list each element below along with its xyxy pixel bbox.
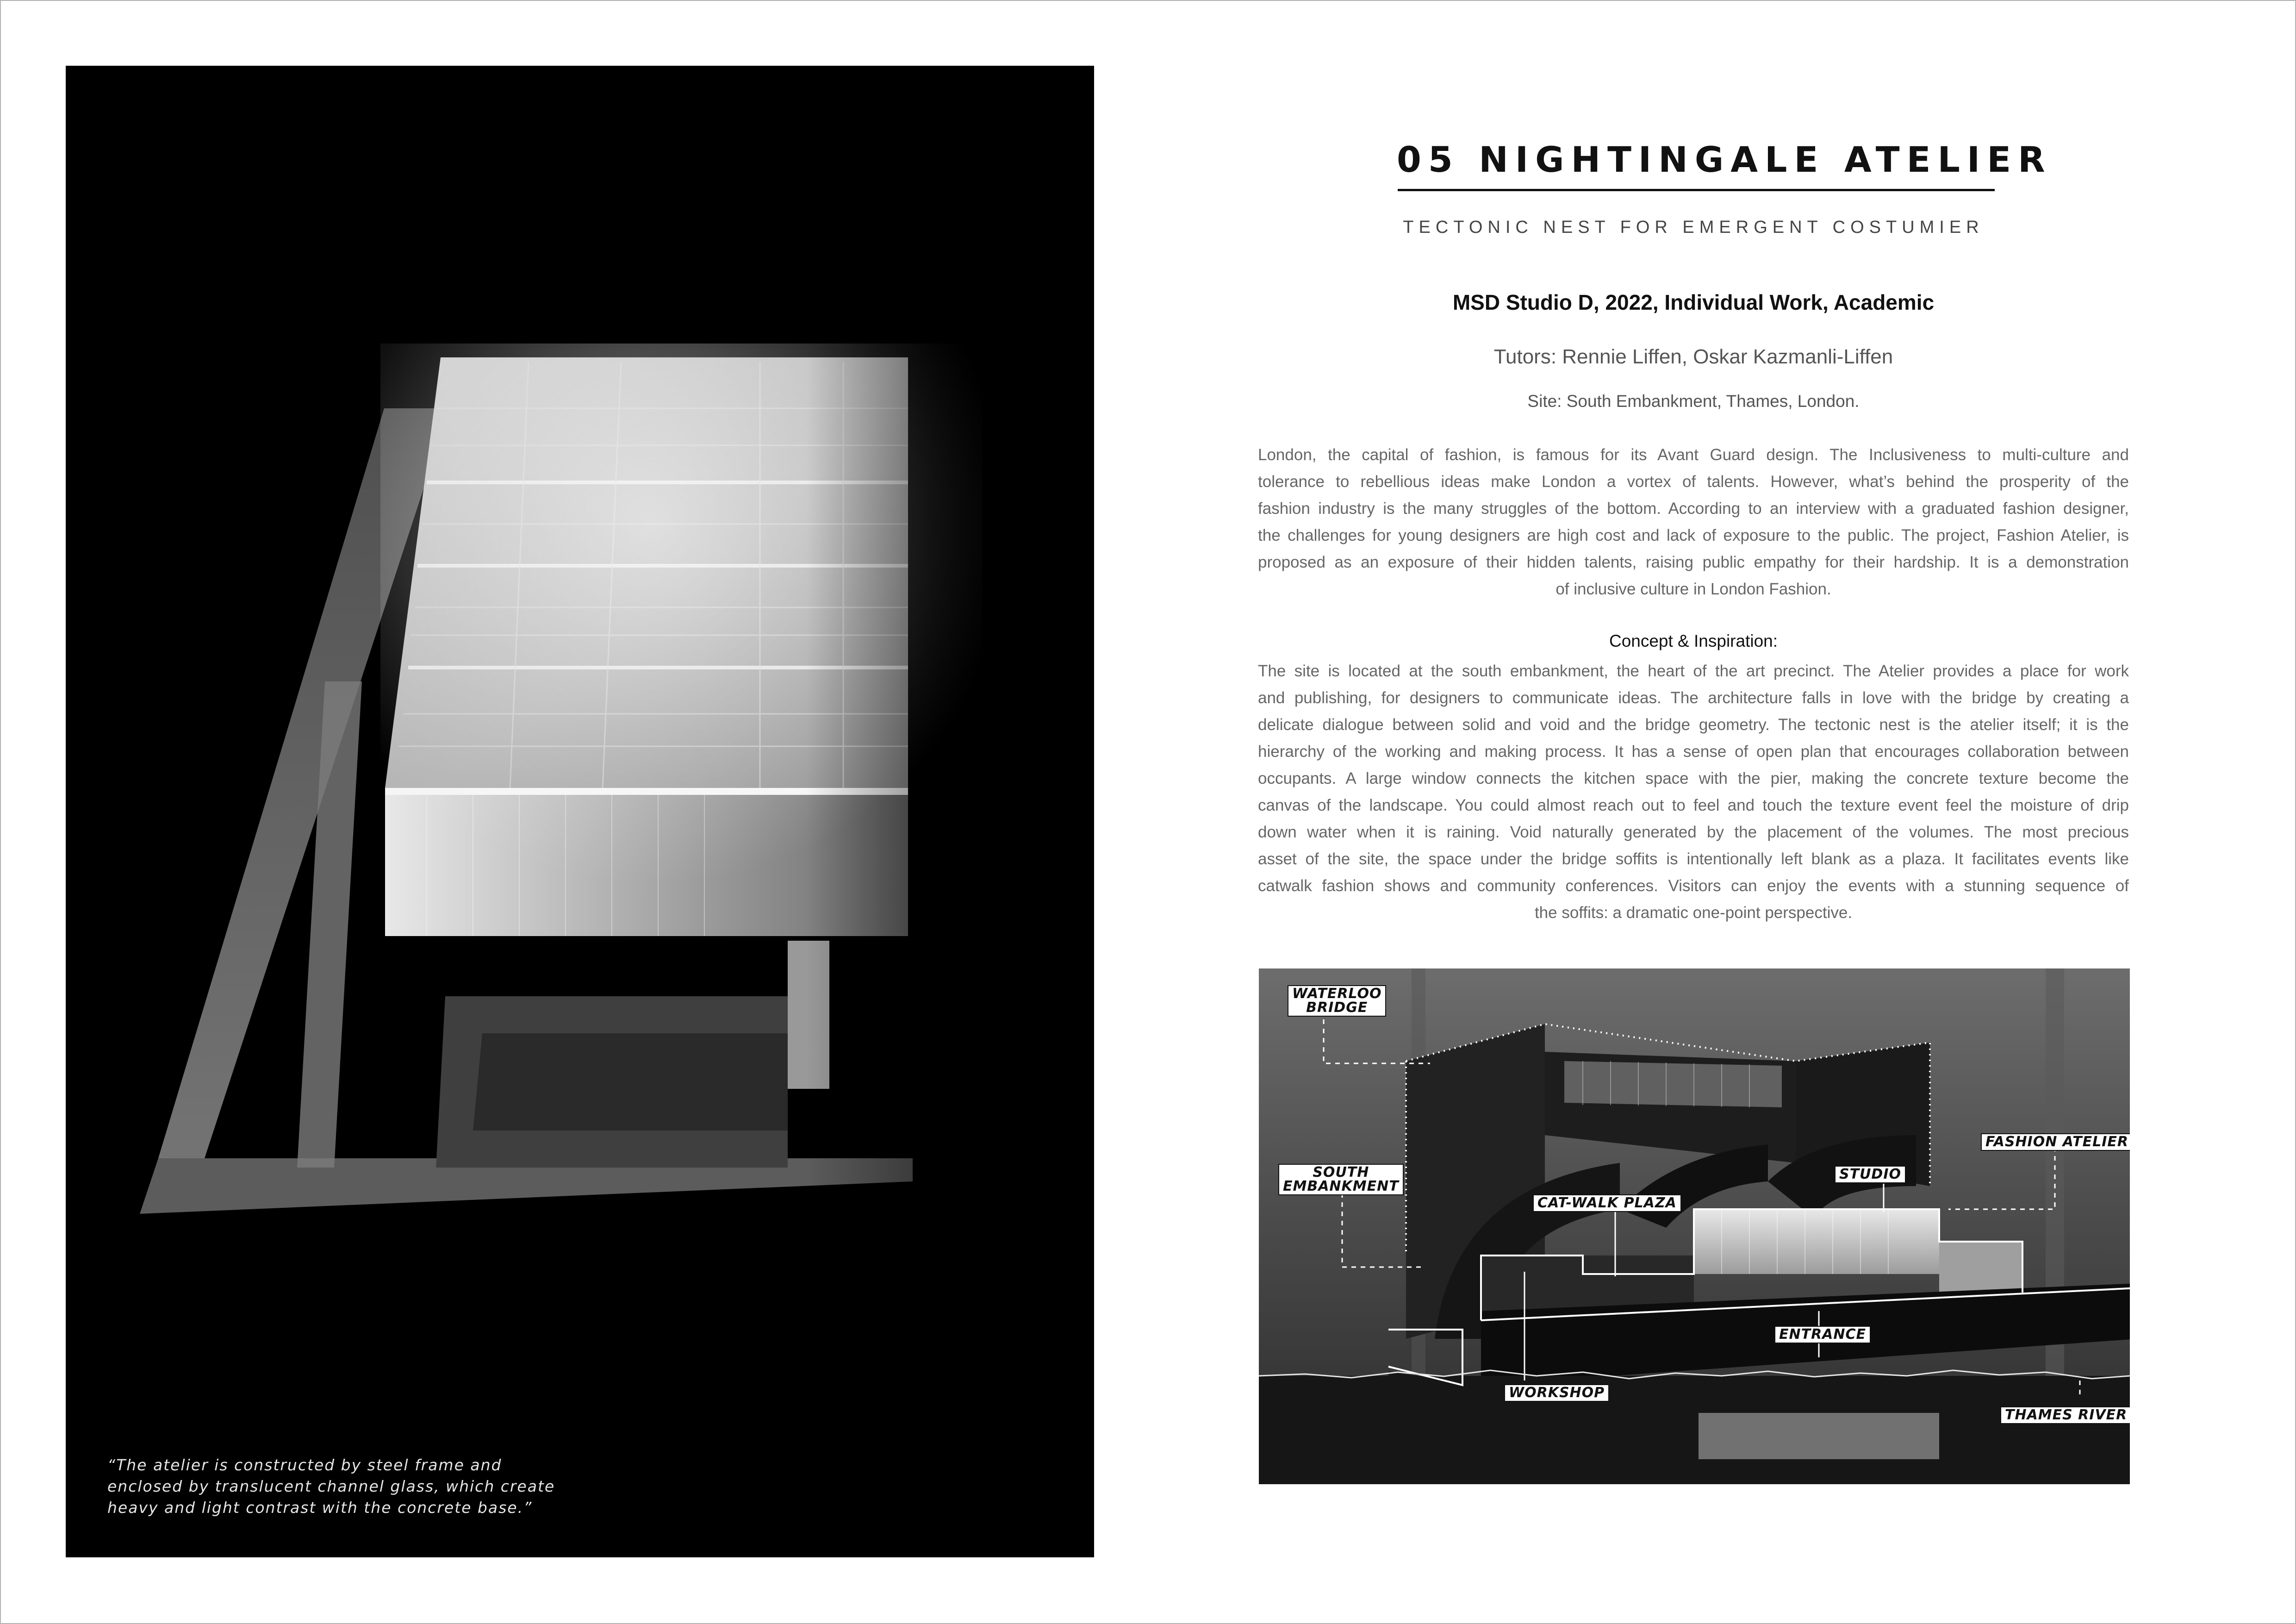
label-text: WATERLOO xyxy=(1292,986,1382,1002)
page-title: 05 NIGHTINGALE ATELIER xyxy=(1397,139,2052,180)
photo-caption-line: enclosed by translucent channel glass, which create xyxy=(107,1477,555,1495)
label-workshop: WORKSHOP xyxy=(1504,1384,1609,1402)
paragraph-line: the soffits: a dramatic one-point perspective. xyxy=(1534,904,1853,922)
label-thames-river: THAMES RIVER xyxy=(2000,1406,2130,1424)
paragraph-line: London, the capital of fashion, is famous for its Avant Guard design. The Inclusiveness to multi-culture and xyxy=(1258,446,2129,464)
label-south-embankment xyxy=(1278,1164,1404,1195)
site-info: Site: South Embankment, Thames, London. xyxy=(1527,392,1860,411)
paragraph-line: catwalk fashion shows and community conferences. Visitors can enjoy the events with a stunning sequence of xyxy=(1258,877,2129,895)
paragraph-line: proposed as an exposure of their hidden talents, raising public empathy for their hardship. It is a demonstration xyxy=(1258,553,2129,571)
photo-caption-line: “The atelier is constructed by steel frame and xyxy=(107,1456,502,1474)
paragraph-line: fashion industry is the many struggles of the bottom. According to an interview with a graduated fashion designer, xyxy=(1258,500,2129,518)
paragraph-line: canvas of the landscape. You could almost reach out to feel and touch the texture event feel the moisture of drip xyxy=(1258,796,2129,814)
label-studio: STUDIO xyxy=(1835,1166,1906,1183)
label-text: SOUTH xyxy=(1313,1164,1369,1181)
annotated-model-diagram xyxy=(1259,968,2130,1484)
title-underline xyxy=(1398,189,1995,191)
paragraph-line: delicate dialogue between solid and void and the bridge geometry. The tectonic nest is the atelier itself; it is the xyxy=(1258,716,2129,734)
diagram-illustration xyxy=(1259,968,2130,1484)
concept-heading: Concept & Inspiration: xyxy=(1609,631,1778,650)
paragraph-line: and publishing, for designers to communicate ideas. The architecture falls in love with the bridge by creating a xyxy=(1258,689,2129,707)
intro-paragraph xyxy=(1258,442,2129,603)
label-text: BRIDGE xyxy=(1306,999,1368,1016)
label-text: EMBANKMENT xyxy=(1283,1178,1399,1194)
page-subtitle: TECTONIC NEST FOR EMERGENT COSTUMIER xyxy=(1403,218,1984,237)
label-catwalk-plaza: CAT-WALK PLAZA xyxy=(1533,1194,1681,1212)
tutors-info: Tutors: Rennie Liffen, Oskar Kazmanli-Liffen xyxy=(1493,345,1893,368)
label-entrance: ENTRANCE xyxy=(1774,1326,1871,1343)
model-photo-illustration xyxy=(66,66,1094,1557)
project-info: MSD Studio D, 2022, Individual Work, Academic xyxy=(1452,290,1935,314)
label-fashion-atelier: FASHION ATELIER xyxy=(1981,1133,2130,1151)
label-waterloo-bridge xyxy=(1288,985,1386,1017)
paragraph-line: the challenges for young designers are high cost and lack of exposure to the public. The project, Fashion Atelier, is xyxy=(1258,526,2129,544)
photo-caption-line: heavy and light contrast with the concrete base.” xyxy=(107,1499,533,1517)
paragraph-line: asset of the site, the space under the bridge soffits is intentionally left blank as a plaza. It facilitates events like xyxy=(1258,850,2129,868)
paragraph-line: hierarchy of the working and making process. It has a sense of open plan that encourages collaboration between xyxy=(1258,743,2129,761)
paragraph-line: occupants. A large window connects the kitchen space with the pier, making the concrete texture become the xyxy=(1258,769,2129,787)
paragraph-line: The site is located at the south embankment, the heart of the art precinct. The Atelier provides a place for work xyxy=(1258,662,2129,680)
paragraph-line: down water when it is raining. Void naturally generated by the placement of the volumes. The most precious xyxy=(1258,823,2129,841)
model-photo xyxy=(66,66,1094,1557)
paragraph-line: of inclusive culture in London Fashion. xyxy=(1556,580,1831,598)
concept-paragraph xyxy=(1258,658,2129,926)
photo-caption xyxy=(107,1455,802,1518)
paragraph-line: tolerance to rebellious ideas make London a vortex of talents. However, what’s behind the prosperity of the xyxy=(1258,473,2129,491)
